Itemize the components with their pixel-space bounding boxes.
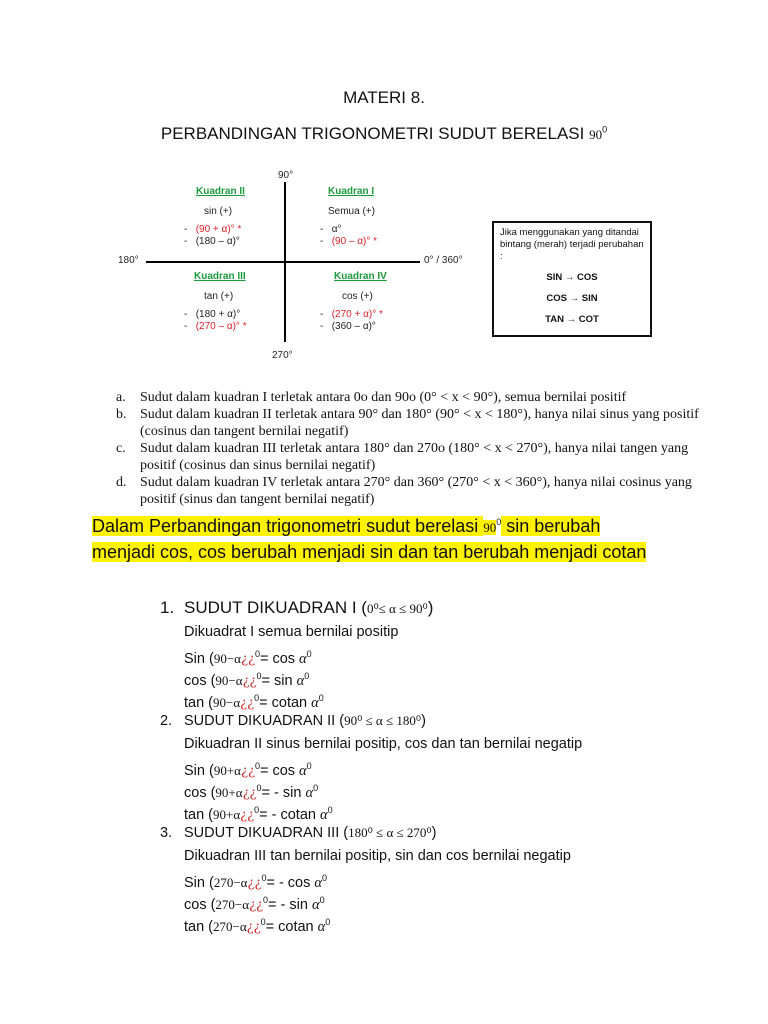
- subtitle-exp: 0: [602, 124, 608, 135]
- rule-tan-cot: TAN → COT: [545, 314, 599, 325]
- quadrant-line: - α°: [320, 224, 342, 235]
- formula-row: tan (90+α¿¿$^0$= - cotan $\alpha^0$: [184, 805, 333, 823]
- page-subtitle: [0, 124, 768, 144]
- quadrant-sign: Semua (+): [328, 206, 375, 217]
- quadrant-line: - (90 + α)° *: [184, 224, 242, 235]
- quadrant-line: - (180 – α)°: [184, 236, 240, 247]
- section-kuadran-1: [160, 598, 720, 712]
- section-number: 2.: [160, 713, 173, 729]
- section-heading: SUDUT DIKUADRAN II (90⁰ ≤ α ≤ 180⁰): [184, 713, 426, 729]
- section-number: 1.: [160, 598, 175, 617]
- quadrant-line: - (270 – α)° *: [184, 321, 247, 332]
- section-heading: SUDUT DIKUADRAN I (0⁰≤ α ≤ 90⁰): [184, 598, 434, 617]
- deg-top: 90°: [278, 170, 294, 181]
- highlight-paragraph: [92, 510, 652, 565]
- section-number: 3.: [160, 825, 173, 841]
- formula-row: cos (270−α¿¿$^0$= - $\sin \alpha^0$: [184, 895, 325, 913]
- quadrant-line: - (270 + α)° *: [320, 309, 383, 320]
- quadrant-label: Kuadran I: [328, 186, 375, 197]
- highlight-text-before: Dalam Perbandingan trigonometri sudut berelasi: [92, 516, 479, 536]
- rule-note-text: Jika menggunakan yang ditandai bintang (merah) terjadi perubahan :: [500, 227, 644, 262]
- subtitle-text: PERBANDINGAN TRIGONOMETRI SUDUT BERELASI: [160, 124, 585, 143]
- section-desc: Dikuadran II sinus bernilai positip, cos dan tan bernilai negatip: [184, 736, 583, 752]
- section-desc: Dikuadrat I semua bernilai positip: [184, 624, 399, 640]
- formula-row: tan (90−α¿¿$^0$= cotan $\alpha^0$: [184, 693, 324, 711]
- formula-row: Sin (90−α¿¿$^0$= $\cos \alpha^0$: [184, 649, 312, 667]
- quadrant-line: - (90 – α)° *: [320, 236, 378, 247]
- formula-row: Sin (90+α¿¿$^0$= $\cos \alpha^0$: [184, 761, 312, 779]
- quadrant-label: Kuadran IV: [334, 271, 387, 282]
- quadrant-sign: sin (+): [204, 206, 233, 217]
- page-title: MATERI 8.: [343, 88, 425, 107]
- highlight-angle: 90: [483, 520, 497, 535]
- horizontal-axis: [146, 261, 420, 263]
- quadrant-line: - (360 – α)°: [320, 321, 376, 332]
- formula-row: cos (90−α¿¿$^0$= $\sin \alpha^0$: [184, 671, 310, 689]
- deg-right: 0° / 360°: [424, 255, 463, 266]
- rule-cos-sin: COS → SIN: [546, 293, 598, 304]
- formula-row: tan (270−α¿¿$^0$= cotan $\alpha^0$: [184, 917, 331, 935]
- quadrant-label: Kuadran II: [196, 186, 245, 197]
- quadrant-sign: tan (+): [204, 291, 234, 302]
- quadrant-label: Kuadran III: [194, 271, 246, 282]
- quadrant-line: - (180 + α)°: [184, 309, 241, 320]
- highlight-exp: 0: [496, 517, 502, 527]
- formula-row: Sin (270−α¿¿$^0$= - $\cos \alpha^0$: [184, 873, 328, 891]
- section-kuadran-2: [160, 711, 720, 825]
- section-kuadran-3: [160, 823, 720, 937]
- subtitle-angle: 90: [589, 127, 603, 142]
- rule-sin-cos: SIN → COS: [546, 272, 598, 283]
- highlight-text-after: sin berubah menjadi cos, cos berubah menjadi sin dan tan berubah menjadi cotan: [92, 516, 647, 562]
- quadrant-sign: cos (+): [342, 291, 373, 302]
- formula-row: cos (90+α¿¿$^0$= - $\sin \alpha^0$: [184, 783, 319, 801]
- quadrant-explanation-list: a. Sudut dalam kuadran I terletak antara 0o dan 90o (0° < x < 90°), semua bernilai positif b. Sudut dalam kuadran II terletak antara 90° dan 180° (90° < x < 180°), hanya nilai sinus yang positif (cosinus dan tangent bernilai negatif) c. Sudut dalam kuadran III terletak antara 180° dan 270o (180° < x < 270°), hanya nilai tangen yang positif (cosinus dan sinus bernilai negatif) d. Sudut dalam kuadran IV terletak antara 270° dan 360° (270° < x < 360°), hanya nilai cosinus yang positif (sinus dan tangent bernilai negatif): [116, 390, 699, 507]
- section-desc: Dikuadran III tan bernilai positip, sin dan cos bernilai negatip: [184, 848, 571, 864]
- deg-bottom: 270°: [272, 350, 293, 361]
- section-heading: SUDUT DIKUADRAN III (180⁰ ≤ α ≤ 270⁰): [184, 825, 437, 841]
- deg-left: 180°: [118, 255, 139, 266]
- rule-note-box: [492, 221, 652, 337]
